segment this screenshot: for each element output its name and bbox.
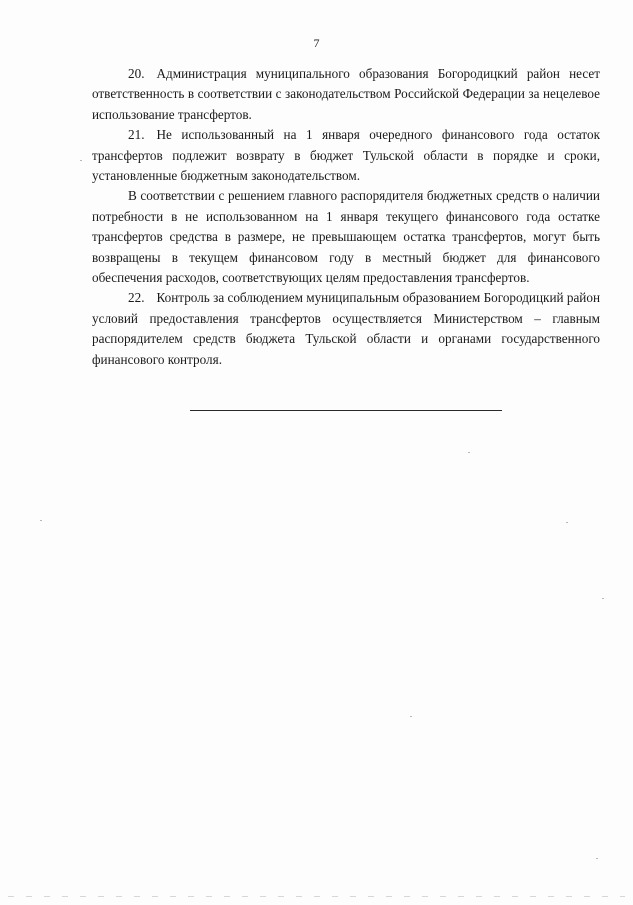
page-number: 7	[313, 36, 320, 50]
scan-speck	[40, 520, 42, 521]
closing-rule	[190, 410, 502, 411]
document-body	[92, 64, 600, 370]
paragraph-number: 22.	[128, 290, 145, 306]
paragraph-number: 20.	[128, 66, 145, 81]
paragraph-21-continuation	[92, 186, 600, 288]
paragraph-22	[92, 288, 600, 370]
paragraph-number: 21.	[128, 127, 145, 143]
scan-speck	[596, 858, 598, 859]
scan-speck	[80, 160, 82, 161]
paragraph-20	[92, 64, 600, 125]
scan-speck	[468, 452, 470, 453]
scan-speck	[410, 716, 412, 717]
paragraph-text: Контроль за соблюдением муниципальным образованием Богородицкий район условий предоставления трансфертов осуществляется Министерством – главным распорядителем средств бюджета Тульской области и органами государственного финансового контроля.	[92, 290, 601, 367]
paragraph-21	[92, 125, 600, 186]
scan-edge-noise	[8, 896, 625, 897]
paragraph-text: Администрация муниципального образования Богородицкий район несет ответственность в соответствии с законодательством Российской Федерации за нецелевое использование трансфертов.	[92, 66, 600, 122]
scan-speck	[602, 598, 604, 599]
paragraph-text: В соответствии с решением главного распорядителя бюджетных средств о наличии потребности в не использованном на 1 января текущего финансового года остатке трансфертов средства в размере, не превышающем остатка трансфертов, могут быть возвращены в текущем финансовом году в местный бюджет для финансового обеспечения расходов, соответствующих целям предоставления трансфертов.	[92, 188, 600, 286]
paragraph-text: Не использованный на 1 января очередного финансового года остаток трансфертов подлежит возврату в бюджет Тульской области в порядке и сроки, установленные бюджетным законодательством.	[92, 127, 600, 184]
scan-speck	[566, 522, 568, 523]
